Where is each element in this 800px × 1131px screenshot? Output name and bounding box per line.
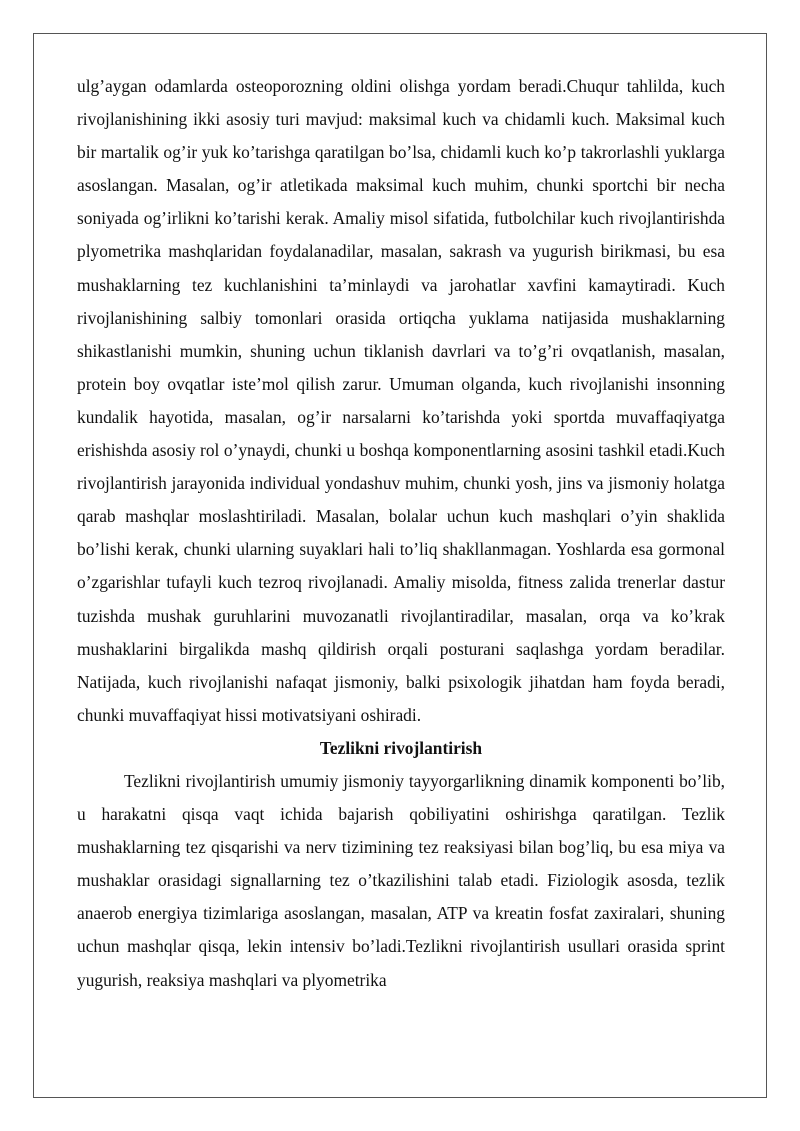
document-body <box>77 70 725 997</box>
body-paragraph: Tezlikni rivojlantirish umumiy jismoniy tayyorgarlikning dinamik komponenti bo’lib, u harakatni qisqa vaqt ichida bajarish qobiliyatini oshirishga qaratilgan. Tezlik mushaklarning tez qisqarishi va nerv tizimining tez reaksiyasi bilan bog’liq, bu esa miya va mushaklar orasidagi signallarning tez o’tkazilishini talab etadi. Fiziologik asosda, tezlik anaerob energiya tizimlariga asoslangan, masalan, ATP va kreatin fosfat zaxiralari, shuning uchun mashqlar qisqa, lekin intensiv bo’ladi.Tezlikni rivojlantirish usullari orasida sprint yugurish, reaksiya mashqlari va plyometrika <box>77 770 725 990</box>
body-paragraph: ulg’aygan odamlarda osteoporozning oldini olishga yordam beradi.Chuqur tahlilda, kuch rivojlanishining ikki asosiy turi mavjud: maksimal kuch va chidamli kuch. Maksimal kuch bir martalik og’ir yuk ko’tarishga qaratilgan bo’lsa, chidamli kuch ko’p takrorlashli yuklarga asoslangan. Masalan, og’ir atletikada maksimal kuch muhim, chunki sportchi bir necha soniyada og’irlikni ko’tarishi kerak. Amaliy misol sifatida, futbolchilar kuch rivojlantirishda plyometrika mashqlaridan foydalanadilar, masalan, sakrash va yugurish birikmasi, bu esa mushaklarning tez kuchlanishini ta’minlaydi va jarohatlar xavfini kamaytiradi. Kuch rivojlanishining salbiy tomonlari orasida ortiqcha yuklama natijasida mushaklarning shikastlanishi mumkin, shuning uchun tiklanish davrlari va to’g’ri ovqatlanish, masalan, protein boy ovqatlar iste’mol qilish zarur. Umuman olganda, kuch rivojlanishi insonning kundalik hayotida, masalan, og’ir narsalarni ko’tarishda yoki sportda muvaffaqiyatga erishishda asosiy rol o’ynaydi, chunki u boshqa komponentlarning asosini tashkil etadi.Kuch rivojlantirish jarayonida individual yondashuv muhim, chunki yosh, jins va jismoniy holatga qarab mashqlar moslashtiriladi. Masalan, bolalar uchun kuch mashqlari o’yin shaklida bo’lishi kerak, chunki ularning suyaklari hali to’liq shakllanmagan. Yoshlarda esa gormonal o’zgarishlar tufayli kuch tezroq rivojlanadi. Amaliy misolda, fitness zalida trenerlar dastur tuzishda mushak guruhlarini muvozanatli rivojlantiradilar, masalan, orqa va ko’krak mushaklarini birgalikda mashq qildirish orqali posturani saqlashga yordam beradilar. Natijada, kuch rivojlanishi nafaqat jismoniy, balki psixologik jihatdan ham foyda beradi, chunki muvaffaqiyat hissi motivatsiyani oshiradi. <box>77 76 725 725</box>
section-heading: Tezlikni rivojlantirish <box>319 737 483 758</box>
